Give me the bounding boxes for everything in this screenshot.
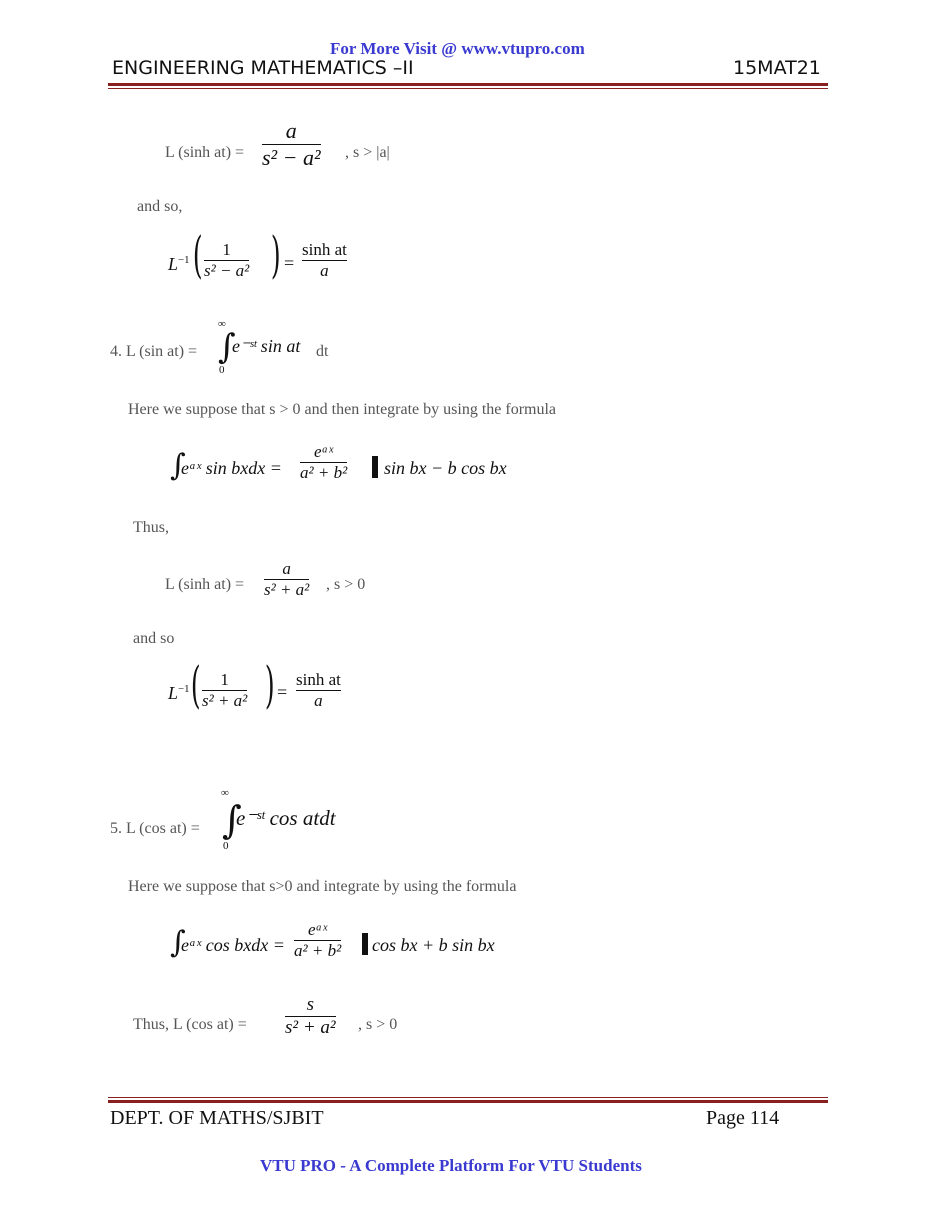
footer-rule-thin [108, 1097, 828, 1098]
integral-sign: ∫ [170, 925, 186, 960]
operator-letter: L [168, 254, 179, 274]
item5-integrand: e⁻ˢᵗ cos atdt [236, 806, 336, 830]
sinh-transform-label: L (sinh at) = [165, 144, 245, 161]
formula1-lhs: eᵃˣ sin bxdx = [181, 458, 282, 478]
right-paren: ) [270, 226, 281, 284]
fraction-numerator: 1 [220, 670, 229, 689]
footer-rule [108, 1100, 828, 1103]
fraction-numerator: a [285, 118, 297, 143]
operator-exponent: −1 [178, 683, 190, 695]
integral-upper-limit: ∞ [218, 318, 226, 330]
left-paren: ( [190, 656, 201, 714]
right-paren: ) [264, 656, 275, 714]
operator-exponent: −1 [178, 254, 190, 266]
integral-upper-limit: ∞ [221, 787, 229, 799]
fraction-numerator: sinh at [302, 240, 347, 259]
footer-platform-link[interactable]: VTU PRO - A Complete Platform For VTU Students [260, 1156, 642, 1175]
integral-sign: ∫ [170, 448, 186, 483]
fraction-denominator: s² + a² [202, 691, 248, 710]
sinh-condition: , s > |a| [345, 144, 390, 161]
fraction-denominator: s² + a² [285, 1017, 336, 1038]
fraction-denominator: s² − a² [262, 145, 321, 170]
formula2-fraction [294, 920, 341, 961]
sin-transform-label: L (sinh at) = [165, 576, 245, 593]
integral-sign: ∫ [222, 798, 242, 842]
formula2-lhs: eᵃˣ cos bxdx = [181, 935, 285, 955]
item5-label: 5. L (cos at) = [110, 820, 200, 837]
fraction-denominator: a [314, 691, 323, 710]
fraction-numerator: 1 [222, 240, 231, 259]
header-rule-thin [108, 88, 828, 89]
inverse-operator [168, 254, 190, 275]
integral-sign: ∫ [218, 327, 236, 367]
and-so-text-2: and so [133, 630, 175, 647]
inverse-fraction-left [204, 240, 249, 281]
suppose-text-1: Here we suppose that s > 0 and then integrate by using the formula [128, 401, 557, 418]
fraction-denominator: s² − a² [204, 261, 250, 280]
formula1-fraction [300, 442, 347, 483]
operator-letter: L [168, 683, 179, 703]
sin-condition: , s > 0 [326, 576, 366, 593]
left-paren: ( [192, 226, 203, 284]
inverse2-fraction-left [202, 670, 247, 711]
fraction-numerator: eᵃˣ [314, 442, 334, 461]
sinh-transform-fraction [262, 118, 321, 171]
fraction-numerator: eᵃˣ [308, 920, 328, 939]
item4-dt: dt [316, 343, 329, 360]
footer-dept: DEPT. OF MATHS/SJBIT [110, 1107, 324, 1129]
fraction-denominator: a [320, 261, 329, 280]
footer-page-number: Page 114 [706, 1107, 780, 1129]
inverse2-fraction-right [296, 670, 341, 711]
item4-label: 4. L (sin at) = [110, 343, 198, 360]
visit-banner[interactable]: For More Visit @ www.vtupro.com [330, 39, 585, 58]
inverse-operator-2 [168, 683, 190, 704]
fraction-numerator: a [282, 559, 291, 578]
sin-transform-fraction [264, 559, 309, 600]
equals-sign: = [284, 253, 295, 273]
integral-lower-limit: 0 [223, 840, 229, 852]
course-code: 15MAT21 [733, 57, 821, 79]
equals-sign: = [277, 682, 288, 702]
header-rule [108, 83, 828, 86]
inverse-fraction-right [302, 240, 347, 281]
item4-integrand: e⁻ˢᵗ sin at [232, 336, 301, 356]
course-title: ENGINEERING MATHEMATICS –II [112, 57, 414, 79]
integral-lower-limit: 0 [219, 364, 225, 376]
fraction-numerator: s [306, 994, 314, 1015]
fraction-denominator: a² + b² [294, 941, 342, 960]
formula2-rhs: cos bx + b sin bx [372, 935, 495, 955]
fraction-numerator: sinh at [296, 670, 341, 689]
bracket-mark [372, 456, 378, 478]
fraction-denominator: a² + b² [300, 463, 348, 482]
fraction-denominator: s² + a² [264, 580, 310, 599]
suppose-text-2: Here we suppose that s>0 and integrate by using the formula [128, 878, 517, 895]
cos-transform-fraction [285, 994, 336, 1039]
formula1-rhs: sin bx − b cos bx [384, 458, 507, 478]
thus-text-1: Thus, [133, 519, 169, 536]
and-so-text: and so, [137, 198, 183, 215]
bracket-mark [362, 933, 368, 955]
cos-condition: , s > 0 [358, 1016, 398, 1033]
cos-transform-label: Thus, L (cos at) = [133, 1016, 247, 1033]
